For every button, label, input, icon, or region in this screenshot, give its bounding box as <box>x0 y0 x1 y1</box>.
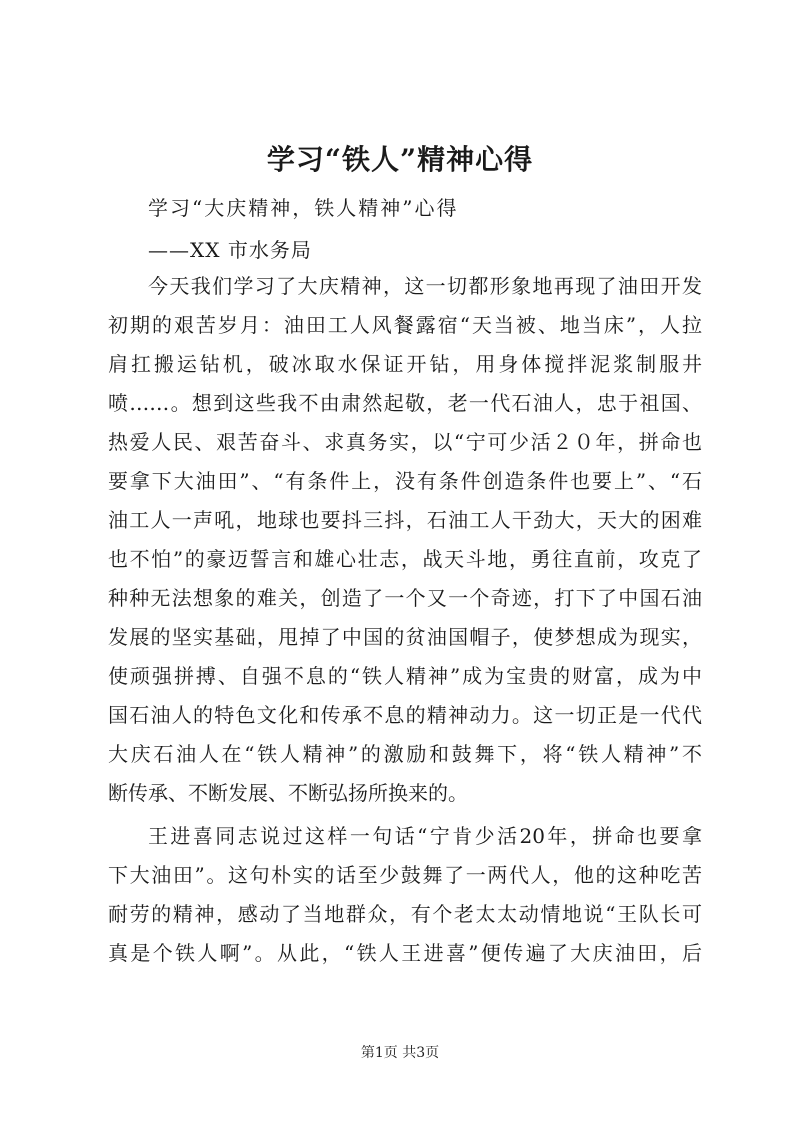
paragraph-1-line: 发展的坚实基础，甩掉了中国的贫油国帽子，使梦想成为现实， <box>108 625 702 649</box>
paragraph-2-line: 耐劳的精神，感动了当地群众，有个老太太动情地说“王队长可 <box>108 902 702 926</box>
document-organization: ——XX 市水务局 <box>148 238 312 262</box>
paragraph-1-line: 热爱人民、艰苦奋斗、求真务实，以“宁可少活２０年，拼命也 <box>108 430 702 454</box>
paragraph-1-line: 油工人一声吼，地球也要抖三抖，石油工人干劲大，天大的困难 <box>108 508 702 532</box>
paragraph-1-line: 初期的艰苦岁月：油田工人风餐露宿“天当被、地当床”，人拉 <box>108 313 702 337</box>
page-indicator: 第1页 共3页 <box>360 1045 440 1061</box>
paragraph-1-line: 使顽强拼搏、自强不息的“铁人精神”成为宝贵的财富，成为中 <box>108 664 702 688</box>
document-title: 学习“铁人”精神心得 <box>266 143 534 176</box>
paragraph-1-line: 大庆石油人在“铁人精神”的激励和鼓舞下，将“铁人精神”不 <box>108 742 702 766</box>
paragraph-1-line: 也不怕”的豪迈誓言和雄心壮志，战天斗地，勇往直前，攻克了 <box>108 547 702 571</box>
paragraph-2-line: 王进喜同志说过这样一句话“宁肯少活20年，拼命也要拿 <box>148 824 702 848</box>
document-subtitle: 学习“大庆精神，铁人精神”心得 <box>148 196 459 220</box>
paragraph-1-line: 今天我们学习了大庆精神，这一切都形象地再现了油田开发 <box>148 274 702 298</box>
paragraph-1-line: 断传承、不断发展、不断弘扬所换来的。 <box>108 781 468 805</box>
paragraph-1-line: 要拿下大油田”、“有条件上，没有条件创造条件也要上”、“石 <box>108 469 702 493</box>
paragraph-1-line: 种种无法想象的难关，创造了一个又一个奇迹，打下了中国石油 <box>108 586 702 610</box>
paragraph-2-line: 真是个铁人啊”。从此，“铁人王进喜”便传遍了大庆油田，后 <box>108 941 702 965</box>
paragraph-2-line: 下大油田”。这句朴实的话至少鼓舞了一两代人，他的这种吃苦 <box>108 863 702 887</box>
paragraph-1-line: 国石油人的特色文化和传承不息的精神动力。这一切正是一代代 <box>108 703 702 727</box>
paragraph-1-line: 肩扛搬运钻机，破冰取水保证开钻，用身体搅拌泥浆制服井 <box>108 352 702 376</box>
paragraph-1-line: 喷……。想到这些我不由肃然起敬，老一代石油人，忠于祖国、 <box>108 391 702 415</box>
